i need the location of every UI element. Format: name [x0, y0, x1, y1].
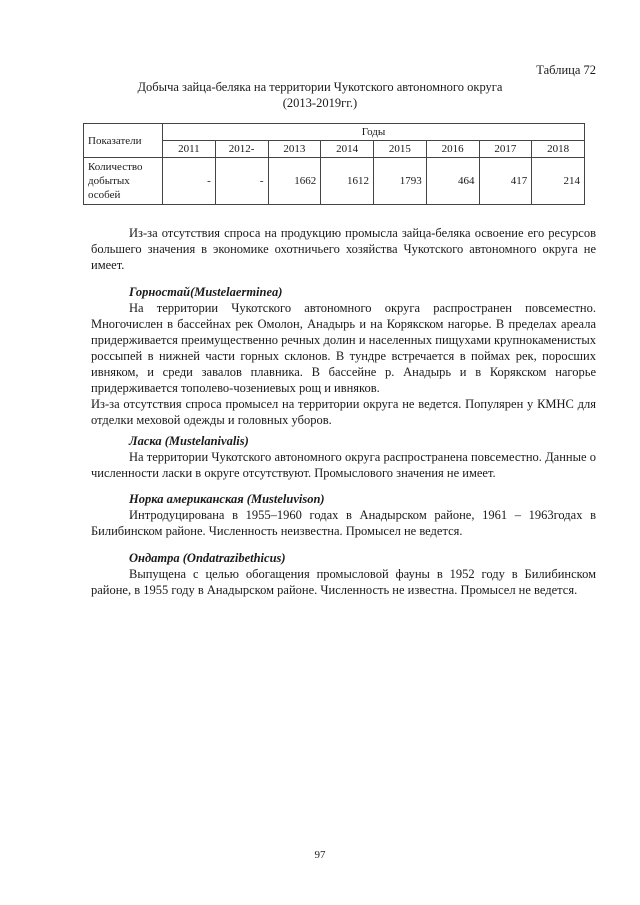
year-cell: 2015	[374, 141, 427, 158]
weasel-heading: Ласка (Mustelanivalis)	[129, 434, 249, 448]
ermine-heading: Горностай(Mustelaerminea)	[129, 285, 283, 299]
table-caption-years: (2013-2019гг.)	[282, 96, 358, 110]
hare-paragraph: Из-за отсутствия спроса на продукцию промысла зайца-беляка освоение его ресурсов большего значения в экономике охотничьего хозяйства Чукотского автономного округа не имеет.	[91, 226, 596, 272]
table-row	[84, 158, 585, 205]
ermine-paragraph-2: Из-за отсутствия спроса промысел на территории округа не ведется. Популярен у КМНС для отделки меховой одежды и головных уборов.	[91, 397, 596, 427]
value-cell: 1612	[321, 158, 374, 205]
page-number: 97	[314, 849, 326, 861]
row-label: Количество добытых особей	[84, 158, 163, 205]
value-cell: 214	[532, 158, 585, 205]
value-cell: 417	[479, 158, 532, 205]
value-cell: -	[215, 158, 268, 205]
indicator-header: Показатели	[84, 124, 163, 158]
weasel-paragraph: На территории Чукотского автономного округа распространена повсеместно. Данные о численности ласки в округе отсутствуют. Промыслового значения не имеет.	[91, 450, 596, 480]
muskrat-heading: Ондатра (Ondatrazibethicus)	[129, 551, 286, 565]
year-cell: 2017	[479, 141, 532, 158]
value-cell: 1793	[374, 158, 427, 205]
year-cell: 2016	[426, 141, 479, 158]
value-cell: 464	[426, 158, 479, 205]
year-cell: 2018	[532, 141, 585, 158]
years-header: Годы	[163, 124, 585, 141]
mink-paragraph: Интродуцирована в 1955–1960 годах в Анадырском районе, 1961 – 1963годах в Билибинском районе. Численность неизвестна. Промысел не ведется.	[91, 508, 596, 538]
table-label: Таблица 72	[536, 63, 596, 77]
year-cell: 2012-	[215, 141, 268, 158]
mink-heading: Норка американская (Musteluvison)	[129, 492, 325, 506]
hare-harvest-table	[83, 123, 585, 205]
year-cell: 2011	[163, 141, 216, 158]
value-cell: 1662	[268, 158, 321, 205]
year-cell: 2014	[321, 141, 374, 158]
muskrat-paragraph: Выпущена с целью обогащения промысловой фауны в 1952 году в Билибинском районе, в 1955 году в Анадырском районе. Численность не известна. Промысел не ведется.	[91, 567, 596, 597]
value-cell: -	[163, 158, 216, 205]
table-caption: Добыча зайца-беляка на территории Чукотского автономного округа	[137, 80, 503, 94]
year-cell: 2013	[268, 141, 321, 158]
ermine-paragraph: На территории Чукотского автономного округа распространен повсеместно. Многочислен в бассейнах рек Омолон, Анадырь и на Корякском нагорье. В пределах ареала придерживается преимущественно речных долин и населенных пищухами крупнокаменистых россыпей в нижней части горных склонов. В тундре встречается в поймах рек, поросших ивняком, и среди завалов плавника. В бассейне р. Анадырь и в Корякском нагорье придерживается тополево-чозениевых рощ и ивняков.	[91, 301, 596, 395]
